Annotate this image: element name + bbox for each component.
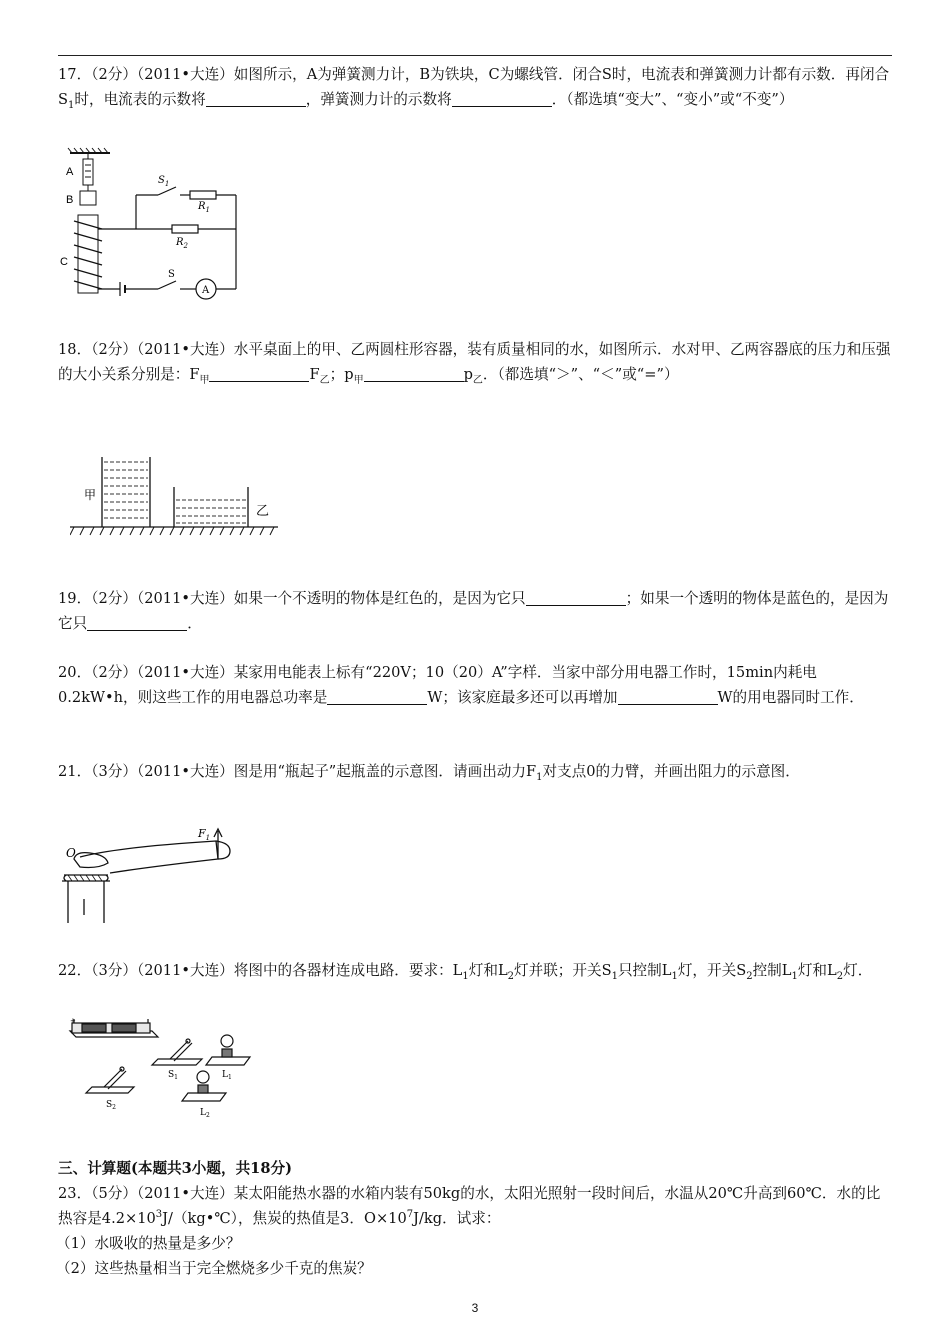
label-a: A <box>66 166 74 178</box>
label-f1: $F_1$ <box>198 827 211 842</box>
label-s: S <box>168 269 175 280</box>
label-o: O <box>66 846 76 860</box>
label-jia: 甲 <box>84 488 97 502</box>
answer-blank[interactable] <box>364 365 464 382</box>
question-number: 23． <box>58 1185 92 1202</box>
q23-part-1: （1）水吸收的热量是多少？ <box>56 1235 241 1252</box>
q23-part-2: （2）这些热量相当于完全燃烧多少千克的焦炭？ <box>56 1260 372 1277</box>
q21-bottle-opener-figure <box>58 815 238 925</box>
answer-blank[interactable] <box>87 614 187 631</box>
question-19: 19．（2分）（2011•大连）如果一个不透明的物体是红色的，是因为它只 ；如果一个透明的物体是蓝色的，是因为它只 ． <box>58 590 889 632</box>
answer-blank[interactable] <box>452 90 552 107</box>
answer-blank[interactable] <box>206 90 306 107</box>
question-number: 18． <box>58 341 92 358</box>
section-title: 三、计算题(本题共3小题，共18分) <box>58 1160 292 1177</box>
question-number: 22． <box>58 962 92 979</box>
question-meta: （2分）（2011•大连） <box>91 664 234 681</box>
question-number: 19． <box>58 590 92 607</box>
question-23: 23．（5分）（2011•大连）某太阳能热水器的水箱内装有50kg的水，太阳光照射一段时间后，水温从20℃升高到60℃．水的比热容是$4.2\times 10^3J/(kg•℃)$，焦炭的热值是3．$O\times 10^7J/kg$．试求： <box>58 1185 881 1227</box>
question-18: 18．（2分）（2011•大连）水平桌面上的甲、乙两圆柱形容器，装有质量相同的水，如图所示．水对甲、乙两容器底的压力和压强的大小关系分别是：$F_甲$ $F_乙$；$p_甲$ $p_乙$．（都选填“＞”、“＜”或“=”） <box>58 341 891 386</box>
question-meta: （5分）（2011•大连） <box>91 1185 234 1202</box>
question-22: 22．（3分）（2011•大连）将图中的各器材连成电路．要求：$L_1$灯和$L_2$灯并联；开关$S_1$只控制$L_1$灯，开关$S_2$控制$L_1$灯和$L_2$灯． <box>58 962 873 982</box>
page-number: 3 <box>471 1301 479 1315</box>
question-meta: （3分）（2011•大连） <box>91 962 234 979</box>
question-21: 21．（3分）（2011•大连）图是用“瓶起子”起瓶盖的示意图．请画出动力$F_1$对支点0的力臂，并画出阻力的示意图． <box>58 763 800 783</box>
label-l1: $L_1$ <box>222 1070 232 1081</box>
answer-blank[interactable] <box>209 365 309 382</box>
label-l2: $L_2$ <box>200 1108 210 1119</box>
label-r2: $R_2$ <box>176 237 188 250</box>
question-meta: （3分）（2011•大连） <box>91 763 234 780</box>
q17-circuit-figure <box>58 145 248 305</box>
question-17: 17．（2分）（2011•大连）如图所示，A为弹簧测力计，B为铁块，C为螺线管．闭合S时，电流表和弹簧测力计都有示数．再闭合$S_1$时，电流表的示数将 ，弹簧测力计的示数将 ．（都选填“变大”、“变小”或“不变”） <box>58 66 890 111</box>
question-meta: （2分）（2011•大连） <box>91 590 234 607</box>
question-meta: （2分）（2011•大连） <box>91 66 234 83</box>
answer-blank[interactable] <box>618 688 718 705</box>
q18-containers-figure <box>70 445 290 550</box>
label-c: C <box>60 256 68 268</box>
label-s2: $S_2$ <box>106 1100 116 1111</box>
answer-blank[interactable] <box>327 688 427 705</box>
label-yi: 乙 <box>256 504 270 519</box>
question-meta: （2分）（2011•大连） <box>91 341 234 358</box>
question-number: 17． <box>58 66 92 83</box>
ammeter-label: A <box>202 285 210 296</box>
label-r1: $R_1$ <box>198 201 210 214</box>
label-b: B <box>66 194 74 206</box>
question-20: 20．（2分）（2011•大连）某家用电能表上标有“220V；10（20）A”字样．当家中部分用电器工作时，15min内耗电0.2kW•h，则这些工作的用电器总功率是 W；该家庭最多还可以再增加 W的用电器同时工作． <box>58 664 864 706</box>
svg-text:+: + <box>70 1017 76 1025</box>
q22-components-figure <box>62 1015 262 1125</box>
label-s1: $S_1$ <box>168 1070 178 1081</box>
answer-blank[interactable] <box>526 589 626 606</box>
top-rule <box>58 55 892 56</box>
question-number: 20． <box>58 664 92 681</box>
label-s1: $S_1$ <box>158 175 170 188</box>
question-number: 21． <box>58 763 92 780</box>
